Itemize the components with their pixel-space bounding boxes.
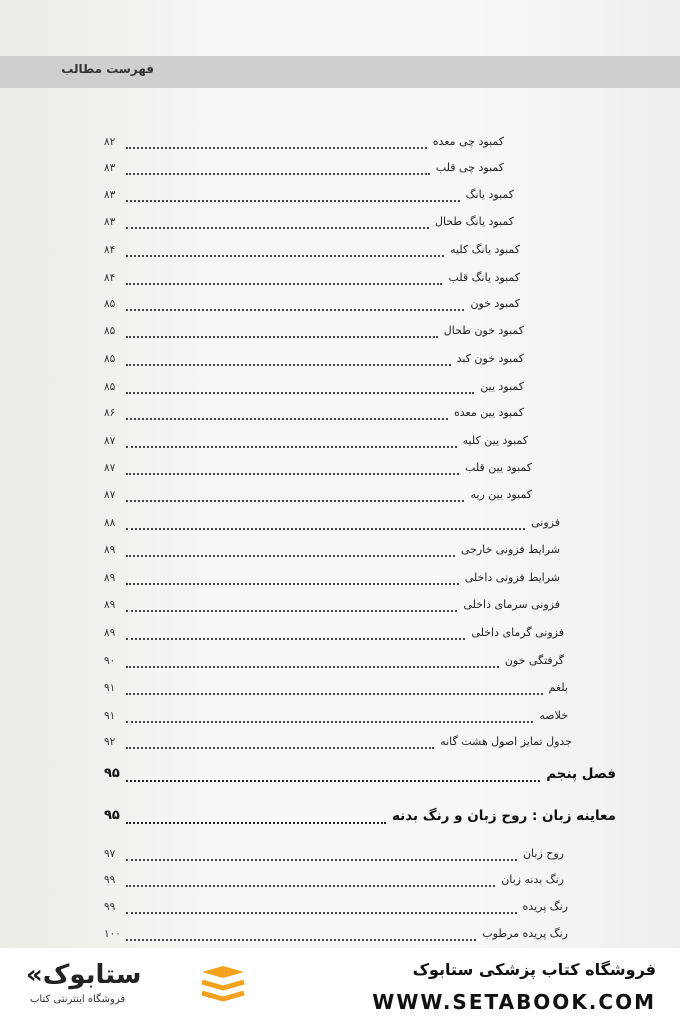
entry-page-number: ۹۹ <box>104 901 116 913</box>
dot-leader <box>126 693 543 695</box>
entry-page-number: ۸۹ <box>104 627 116 639</box>
toc-entry <box>104 543 560 569</box>
entry-title: فزونی گرمای داخلی <box>471 626 564 639</box>
toc-entry <box>104 873 564 899</box>
entry-page-number: ۸۸ <box>104 517 116 529</box>
stacked-books-icon <box>200 966 246 1006</box>
toc-entry <box>104 434 528 460</box>
entry-title: کمبود یین قلب <box>465 461 532 474</box>
entry-page-number: ۱۰۰ <box>104 928 121 940</box>
dot-leader <box>126 638 465 640</box>
entry-title: کمبود یین کلیه <box>462 434 528 447</box>
toc-entry <box>104 735 572 761</box>
dot-leader <box>126 822 386 824</box>
dot-leader <box>126 721 533 723</box>
dot-leader <box>126 255 444 257</box>
dot-leader <box>126 392 474 394</box>
toc-entry <box>104 188 514 214</box>
entry-title: کمبود یانگ طحال <box>434 215 514 228</box>
toc-entry <box>104 927 568 948</box>
dot-leader <box>126 227 429 229</box>
toc-entry <box>104 380 524 406</box>
entry-title: بلغم <box>548 681 568 694</box>
dot-leader <box>126 939 476 941</box>
entry-title: کمبود یین ریه <box>470 488 532 501</box>
entry-title: کمبود یین معده <box>454 406 524 419</box>
dot-leader <box>126 446 457 448</box>
dot-leader <box>126 336 438 338</box>
dot-leader <box>126 583 459 585</box>
entry-page-number: ۸۵ <box>104 298 116 310</box>
entry-title: رنگ بدنه زبان <box>501 873 564 886</box>
store-name: فروشگاه کتاب پزشکی ستابوک <box>412 960 656 979</box>
dot-leader <box>126 555 455 557</box>
toc-entry <box>104 406 524 432</box>
entry-page-number: ۸۵ <box>104 381 116 393</box>
entry-title: جدول تمایز اصول هشت گانه <box>440 735 572 748</box>
toc-entry <box>104 626 564 652</box>
entry-title: کمبود یانگ کلیه <box>450 243 520 256</box>
entry-title: رنگ پریده <box>522 900 568 913</box>
entry-title: فزونی <box>531 516 560 529</box>
entry-title: گرفتگی خون <box>504 654 564 667</box>
entry-title: کمبود یانگ قلب <box>448 271 520 284</box>
entry-page-number: ۸۴ <box>104 244 116 256</box>
entry-page-number: ۸۹ <box>104 572 116 584</box>
entry-title: کمبود خون کبد <box>456 352 524 365</box>
entry-title: شرایط فزونی داخلی <box>464 571 560 584</box>
entry-title: کمبود یین <box>480 380 524 393</box>
toc-entry <box>104 900 568 926</box>
entry-page-number: ۹۵ <box>104 808 120 823</box>
dot-leader <box>126 528 525 530</box>
toc-entry <box>104 352 524 378</box>
dot-leader <box>126 418 448 420</box>
entry-title: روح زبان <box>522 847 564 860</box>
entry-title: کمبود خون <box>470 297 520 310</box>
entry-page-number: ۹۰ <box>104 655 116 667</box>
chapter-title: معاینه زبان : روح زبان و رنگ بدنه <box>391 808 616 824</box>
toc-entry <box>104 571 560 597</box>
entry-title: رنگ پریده مرطوب <box>482 927 568 940</box>
toc-entry <box>104 215 514 241</box>
dot-leader <box>126 309 464 311</box>
dot-leader <box>126 200 460 202</box>
entry-page-number: ۹۹ <box>104 874 116 886</box>
entry-page-number: ۸۹ <box>104 544 116 556</box>
entry-page-number: ۹۱ <box>104 682 116 694</box>
entry-page-number: ۸۶ <box>104 407 116 419</box>
toc-entry <box>104 847 564 873</box>
entry-title: کمبود چی قلب <box>435 161 504 174</box>
page-header-title: فهرست مطالب <box>61 62 154 76</box>
header-band <box>0 56 680 88</box>
entry-title: شرایط فزونی خارجی <box>460 543 560 556</box>
toc-entry <box>104 243 520 269</box>
dot-leader <box>126 500 464 502</box>
entry-page-number: ۸۷ <box>104 435 116 447</box>
dot-leader <box>126 364 451 366</box>
entry-page-number: ۸۳ <box>104 189 116 201</box>
toc-entry <box>104 297 520 323</box>
chapter-entry <box>104 808 616 834</box>
entry-page-number: ۸۷ <box>104 462 116 474</box>
entry-page-number: ۸۹ <box>104 599 116 611</box>
store-logo-text: «ستابوک <box>26 960 142 990</box>
entry-title: فزونی سرمای داخلی <box>463 598 560 611</box>
toc-entry <box>104 461 532 487</box>
chapter-entry <box>104 766 616 792</box>
entry-page-number: ۹۱ <box>104 710 116 722</box>
entry-page-number: ۸۵ <box>104 353 116 365</box>
store-url-link[interactable]: WWW.SETABOOK.COM <box>372 990 656 1014</box>
entry-page-number: ۸۲ <box>104 136 116 148</box>
entry-title: خلاصه <box>539 709 568 722</box>
store-footer <box>0 948 680 1024</box>
entry-page-number: ۹۲ <box>104 736 116 748</box>
toc-entry <box>104 271 520 297</box>
entry-page-number: ۸۳ <box>104 162 116 174</box>
toc-entry <box>104 516 560 542</box>
toc-entry <box>104 709 568 735</box>
store-logo-subtitle: فروشگاه اینترنتی کتاب <box>30 994 126 1005</box>
chapter-title: فصل پنجم <box>546 766 616 782</box>
toc-entry <box>104 324 524 350</box>
toc-entry <box>104 598 560 624</box>
dot-leader <box>126 283 442 285</box>
toc-entry <box>104 161 504 187</box>
dot-leader <box>126 473 459 475</box>
toc-entry <box>104 654 564 680</box>
dot-leader <box>126 147 427 149</box>
dot-leader <box>126 610 457 612</box>
entry-page-number: ۸۷ <box>104 489 116 501</box>
entry-title: کمبود یانگ <box>465 188 514 201</box>
toc-entry <box>104 681 568 707</box>
entry-page-number: ۸۴ <box>104 272 116 284</box>
entry-title: کمبود چی معده <box>432 135 504 148</box>
dot-leader <box>126 859 517 861</box>
dot-leader <box>126 885 495 887</box>
entry-page-number: ۹۵ <box>104 766 120 781</box>
entry-page-number: ۸۳ <box>104 216 116 228</box>
dot-leader <box>126 912 517 914</box>
dot-leader <box>126 780 540 782</box>
dot-leader <box>126 747 434 749</box>
dot-leader <box>126 666 499 668</box>
toc-entry <box>104 488 532 514</box>
entry-page-number: ۹۷ <box>104 848 116 860</box>
entry-title: کمبود خون طحال <box>443 324 524 337</box>
toc-entry <box>104 135 504 161</box>
dot-leader <box>126 173 430 175</box>
entry-page-number: ۸۵ <box>104 325 116 337</box>
